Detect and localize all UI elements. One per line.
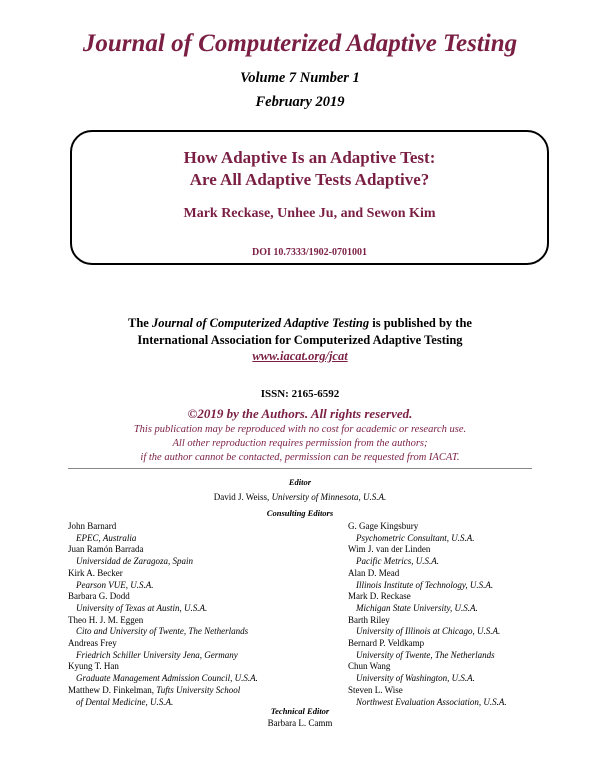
editor-affiliation: University of Minnesota, U.S.A. (271, 492, 387, 502)
consulting-editors-right-column (348, 521, 507, 708)
editor-entry-affiliation: Northwest Evaluation Association, U.S.A. (356, 696, 507, 707)
editor-entry-name: Steven L. Wise (348, 684, 403, 695)
article-title-box (70, 130, 549, 265)
publisher-prefix: The (128, 316, 152, 330)
publisher-line-1 (0, 316, 600, 331)
permission-line-2: All other reproduction requires permission from the authors; (172, 438, 428, 449)
publisher-journal-name: Journal of Computerized Adaptive Testing (151, 316, 370, 330)
editor-entry (68, 638, 258, 661)
editor-entry (68, 544, 258, 567)
editor-entry (68, 591, 258, 614)
editor-entry (348, 544, 507, 567)
editor-entry-name: John Barnard (68, 521, 117, 531)
permission-line-3: if the author cannot be contacted, permission can be requested from IACAT. (140, 452, 460, 463)
editor-name (0, 492, 600, 502)
issue-date: February 2019 (255, 94, 345, 110)
editor-entry (68, 521, 258, 544)
article-title-line-2: Are All Adaptive Tests Adaptive? (189, 170, 430, 189)
editor-entry-affiliation: Pacific Metrics, U.S.A. (356, 556, 439, 567)
editor-person: David J. Weiss, (213, 492, 272, 502)
volume-number: Volume 7 Number 1 (240, 70, 360, 86)
editor-entry-affiliation: of Dental Medicine, U.S.A. (76, 696, 174, 707)
editor-entry (68, 661, 258, 684)
article-title-line-1: How Adaptive Is an Adaptive Test: (183, 148, 436, 167)
publisher-line-2: International Association for Computerized Adaptive Testing (137, 333, 463, 347)
editor-entry-affiliation: Pearson VUE, U.S.A. (76, 579, 154, 590)
editor-entry-affiliation: Universidad de Zaragoza, Spain (76, 556, 193, 567)
issn: ISSN: 2165-6592 (260, 388, 340, 400)
editor-entry-name: Barbara G. Dodd (68, 591, 130, 602)
editor-entry-affiliation: University of Twente, The Netherlands (356, 649, 495, 660)
editor-entry-name: Wim J. van der Linden (348, 544, 431, 555)
editor-entry-affiliation: University of Illinois at Chicago, U.S.A. (356, 626, 501, 637)
editor-entry (68, 685, 258, 708)
editor-entry-affiliation: Graduate Management Admission Council, U.S.A. (76, 673, 258, 684)
editor-entry-person: Matthew D. Finkelman, (68, 684, 157, 695)
editor-entry-affiliation: Friedrich Schiller University Jena, Germany (76, 649, 238, 660)
permission-line-1: This publication may be reproduced with no cost for academic or research use. (133, 424, 467, 435)
article-doi: DOI 10.7333/1902-0701001 (252, 247, 367, 258)
editor-entry-affiliation: EPEC, Australia (76, 532, 137, 543)
editor-entry (348, 685, 507, 708)
section-divider (68, 468, 532, 469)
editor-entry-affiliation: Michigan State University, U.S.A. (356, 602, 478, 613)
editor-entry (68, 568, 258, 591)
editor-entry-name: Kyung T. Han (68, 661, 119, 672)
editor-entry (348, 638, 507, 661)
copyright: ©2019 by the Authors. All rights reserved. (187, 406, 413, 421)
editor-entry-affiliation: Psychometric Consultant, U.S.A. (356, 532, 475, 543)
editor-entry-name (68, 685, 258, 697)
journal-title: Journal of Computerized Adaptive Testing (82, 30, 518, 57)
editor-entry-affiliation: University of Washington, U.S.A. (356, 673, 475, 684)
editor-entry-name: G. Gage Kingsbury (348, 521, 419, 531)
article-authors: Mark Reckase, Unhee Ju, and Sewon Kim (183, 206, 436, 221)
journal-url (0, 349, 600, 364)
editor-entry (348, 521, 507, 544)
consulting-editors-left-column (68, 521, 258, 708)
editor-entry-name: Andreas Frey (68, 638, 117, 649)
editor-entry (68, 615, 258, 638)
editor-entry (348, 568, 507, 591)
editor-entry-name: Bernard P. Veldkamp (348, 638, 425, 649)
editor-entry-name: Kirk A. Becker (68, 567, 123, 578)
journal-url-link[interactable]: www.iacat.org/jcat (252, 349, 348, 363)
editor-entry-name: Juan Ramón Barrada (68, 544, 144, 555)
editor-entry-affiliation: University of Texas at Austin, U.S.A. (76, 602, 208, 613)
editor-entry-affiliation: Cito and University of Twente, The Netherlands (76, 626, 249, 637)
technical-editor-heading: Technical Editor (270, 706, 330, 716)
editor-heading: Editor (288, 477, 312, 487)
consulting-editors-heading: Consulting Editors (266, 508, 334, 518)
editor-entry-name: Theo H. J. M. Eggen (68, 614, 144, 625)
publisher-suffix: is published by the (369, 316, 472, 330)
editor-entry-institution: Tufts University School (156, 684, 241, 695)
technical-editor-name: Barbara L. Camm (267, 718, 333, 728)
editor-entry-name: Barth Riley (348, 614, 390, 625)
editor-entry (348, 615, 507, 638)
editor-entry-name: Mark D. Reckase (348, 591, 411, 602)
editor-entry-affiliation: Illinois Institute of Technology, U.S.A. (356, 579, 494, 590)
editor-entry-name: Alan D. Mead (348, 567, 400, 578)
editor-entry-name: Chun Wang (348, 661, 391, 672)
editor-entry (348, 591, 507, 614)
editor-entry (348, 661, 507, 684)
